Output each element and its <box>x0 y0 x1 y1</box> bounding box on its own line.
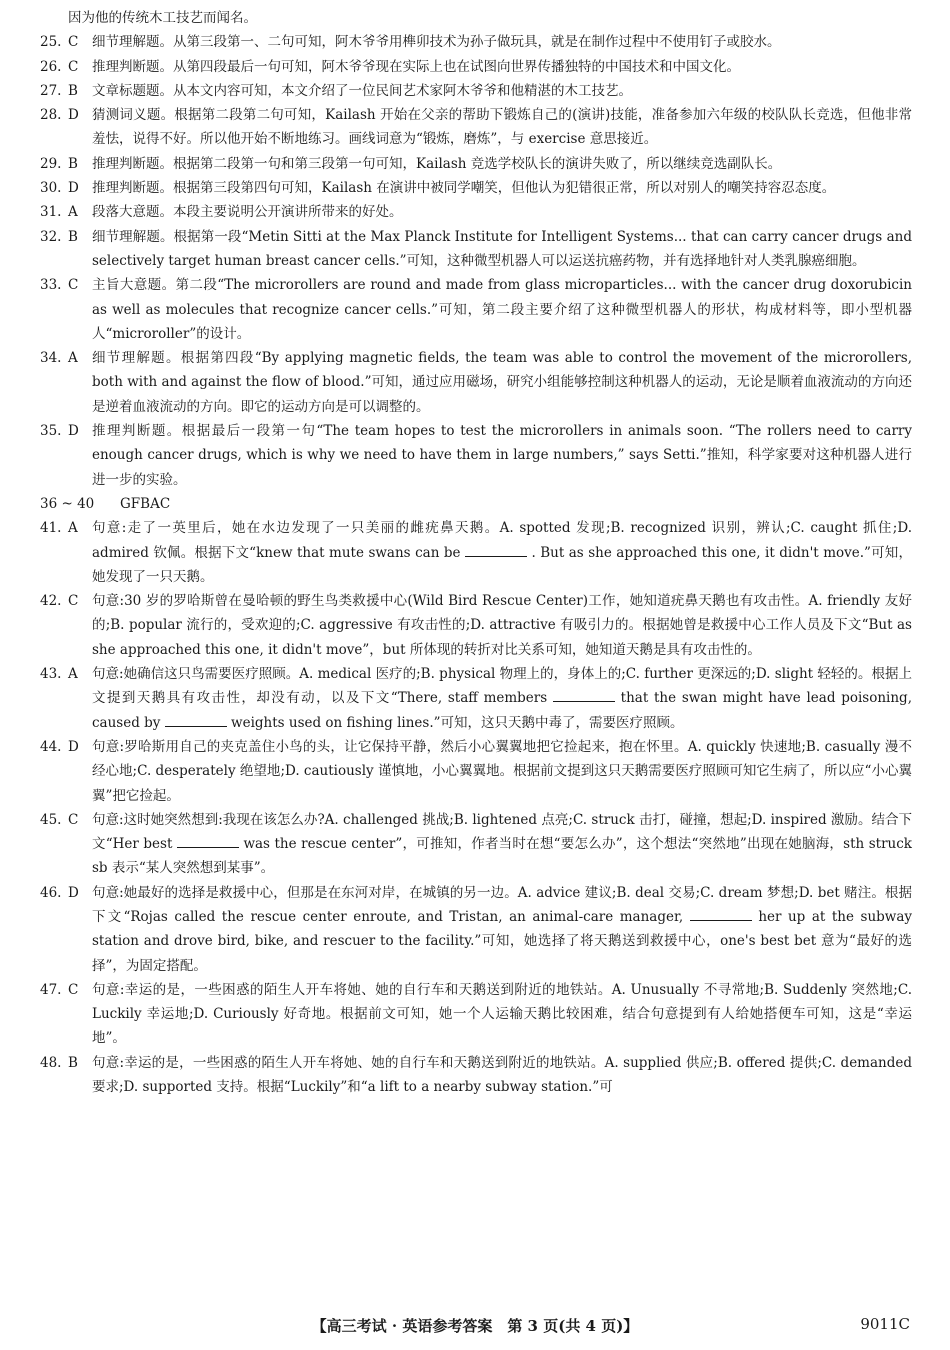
answer-letter: C <box>68 58 79 75</box>
answer-item <box>40 589 912 662</box>
explanation-segment: was the rescue center”，可推知，作者当时在想“要怎么办”，这个想法“突然地”出现在她脑海，sth struck sb 表示“某人突然想到某事”。 <box>92 836 912 877</box>
explanation-text: 细节理解题。从第三段第一、二句可知，阿木爷爷用榫卯技术为孙子做玩具，就是在制作过程中不使用钉子或胶水。 <box>92 34 781 51</box>
question-number: 43. <box>40 666 62 683</box>
explanation-text <box>92 881 912 978</box>
explanation-text: 句意:罗哈斯用自己的夹克盖住小鸟的头，让它保持平静，然后小心翼翼地把它捡起来，抱在怀里。A. quickly 快速地;B. casually 漫不经心地;C. desperately 绝望地;D. cautiously 谨慎地，小心翼翼地。根据前文提到这只天鹅需要医疗照顾可知它生病了，所以应“小心翼翼”把它捡起。 <box>92 738 912 804</box>
explanation-text: 句意:30 岁的罗哈斯曾在曼哈顿的野生鸟类救援中心(Wild Bird Rescue Center)工作，她知道疣鼻天鹅也有攻击性。A. friendly 友好的;B. popular 流行的，受欢迎的;C. aggressive 有攻击性的;D. attractive 有吸引力的。根据她曾是救援中心工作人员及下文“But as she approached this one, it didn't move”，but 所体现的转折对比关系可知，她知道天鹅是具有攻击性的。 <box>92 593 912 658</box>
explanation-segment: her up at the subway station and drove bird, bike, and rescuer to the facility.”可知，她选择了将天鹅送到救援中心，one's best bet 意为“最好的选择”，为固定搭配。 <box>92 908 913 974</box>
answer-item <box>40 225 912 274</box>
explanation-text: 段落大意题。本段主要说明公开演讲所带来的好处。 <box>92 204 403 221</box>
question-number: 31. <box>40 204 62 221</box>
answer-item <box>40 200 912 224</box>
explanation-segment: 句意:这时她突然想到:我现在该怎么办?A. challenged 挑战;B. lightened 点亮;C. struck 击打，碰撞，想起;D. inspired 激励。结合下文“Her best <box>92 811 912 853</box>
answer-item <box>40 978 912 1051</box>
answer-item <box>40 346 912 419</box>
answer-letter: D <box>68 180 79 197</box>
answer-page <box>40 6 912 1099</box>
page-footer <box>0 1311 950 1341</box>
explanation-text: 细节理解题。根据第四段“By applying magnetic fields, the team was able to control the movement of the microrollers, both with and against the flow of blood.”可知，通过应用磁场，研究小组能够控制这种机器人的运动，无论是顺着血液流动的方向还是逆着血液流动的方向。即它的运动方向是可以调整的。 <box>92 350 912 415</box>
answer-letter: D <box>68 884 79 901</box>
answer-item <box>40 176 912 200</box>
explanation-text: 句意:幸运的是，一些困惑的陌生人开车将她、她的自行车和天鹅送到附近的地铁站。A. supplied 供应;B. offered 提供;C. demanded 要求;D. supported 支持。根据“Luckily”和“a lift to a nearby subway station.”可 <box>92 1054 912 1096</box>
explanation-text: 推理判断题。根据第三段第四句可知，Kailash 在演讲中被同学嘲笑，但他认为犯错很正常，所以对别人的嘲笑持容忍态度。 <box>92 180 836 197</box>
answer-range: 36 ~ 40 <box>40 495 95 512</box>
answer-letter: C <box>68 593 79 610</box>
question-number: 46. <box>40 884 62 901</box>
explanation-segment: that the swan might have lead poisoning, caused by <box>92 690 912 731</box>
answer-letter: A <box>68 666 78 683</box>
answer-item <box>40 1051 912 1100</box>
question-number: 32. <box>40 228 62 245</box>
blank-line <box>165 712 227 727</box>
answer-item <box>40 55 912 79</box>
question-number: 25. <box>40 34 62 51</box>
explanation-text: 推理判断题。从第四段最后一句可知，阿木爷爷现在实际上也在试图向世界传播独特的中国技术和中国文化。 <box>92 58 740 75</box>
question-number: 30. <box>40 180 62 197</box>
answer-item <box>40 516 912 589</box>
explanation-segment: weights used on fishing lines.”可知，这只天鹅中毒了，需要医疗照顾。 <box>231 714 684 731</box>
answer-letter: C <box>68 981 79 998</box>
blank-line <box>553 687 615 702</box>
explanation-segment: 句意:她确信这只鸟需要医疗照顾。A. medical 医疗的;B. physical 物理上的，身体上的;C. further 更深远的;D. slight 轻轻的。根据上文提到天鹅具有攻击性，却没有动，以及下文“There, staff members <box>92 666 912 707</box>
answer-item <box>40 79 912 103</box>
explanation-text: 推理判断题。根据最后一段第一句“The team hopes to test the microrollers in animals soon. “The rollers need to carry enough cancer drugs, which is why we need to have them in large numbers,” says Setti.”推知，科学家要对这种机器人进行进一步的实验。 <box>92 423 912 488</box>
answer-letter: D <box>68 107 79 124</box>
blank-line <box>690 906 752 921</box>
question-number: 28. <box>40 107 62 124</box>
answer-item <box>40 662 912 735</box>
answer-item <box>40 30 912 54</box>
answer-letter: A <box>68 350 78 367</box>
footer-title: 【高三考试 · 英语参考答案 第 3 页(共 4 页)】 <box>311 1317 639 1335</box>
answer-item <box>40 808 912 881</box>
answer-letter: C <box>68 34 79 51</box>
question-number: 45. <box>40 811 62 828</box>
question-number: 34. <box>40 350 62 367</box>
answer-letter: D <box>68 738 79 755</box>
explanation-text <box>92 808 912 881</box>
explanation-text: 猜测词义题。根据第二段第二句可知，Kailash 开始在父亲的帮助下锻炼自己的(演讲)技能，准备参加六年级的校队队长竞选，但他非常羞怯，说得不好。所以他开始不断地练习。画线词意为“锻炼，磨炼”，与 exercise 意思接近。 <box>92 107 912 148</box>
answer-letter: B <box>68 228 78 245</box>
explanation-segment: 句意:她最好的选择是救援中心，但那是在东河对岸，在城镇的另一边。A. advice 建议;B. deal 交易;C. dream 梦想;D. bet 赌注。根据下文“Rojas called the rescue center enroute, and Tristan, an animal-care manager, <box>92 884 912 925</box>
question-number: 26. <box>40 58 62 75</box>
explanation-text: 细节理解题。根据第一段“Metin Sitti at the Max Planck Institute for Intelligent Systems... that can carry cancer drugs and selectively target human breast cancer cells.”可知，这种微型机器人可以运送抗癌药物，并有选择地针对人类乳腺癌细胞。 <box>92 228 912 269</box>
explanation-text: 文章标题题。从本文内容可知，本文介绍了一位民间艺术家阿木爷爷和他精湛的木工技艺。 <box>92 82 632 99</box>
explanation-text <box>92 662 912 735</box>
answer-letters: GFBAC <box>120 495 171 512</box>
answer-item <box>40 103 912 152</box>
question-number: 29. <box>40 155 62 172</box>
question-number: 33. <box>40 277 62 294</box>
intro-line: 因为他的传统木工技艺而闻名。 <box>68 10 257 26</box>
footer-code: 9011C <box>860 1315 910 1333</box>
explanation-segment: 句意:走了一英里后，她在水边发现了一只美丽的雌疣鼻天鹅。A. spotted 发现;B. recognized 识别，辨认;C. caught 抓住;D. admired 钦佩。根据下文“knew that mute swans can be <box>92 520 912 561</box>
answer-item <box>40 881 912 978</box>
question-number: 47. <box>40 981 62 998</box>
answer-item <box>40 735 912 808</box>
explanation-text: 主旨大意题。第二段“The microrollers are round and made from glass microparticles... with the cancer drug doxorubicin as well as molecules that recognize cancer cells.”可知，第二段主要介绍了这种微型机器人的形状，构成材料等，即小型机器人“microroller”的设计。 <box>92 277 912 342</box>
answer-item <box>40 273 912 346</box>
answer-item-36-40 <box>40 492 912 516</box>
blank-line <box>177 833 239 848</box>
answer-item <box>40 419 912 492</box>
answer-letter: B <box>68 82 78 99</box>
explanation-text: 句意:幸运的是，一些困惑的陌生人开车将她、她的自行车和天鹅送到附近的地铁站。A. Unusually 不寻常地;B. Suddenly 突然地;C. Luckily 幸运地;D. Curiously 好奇地。根据前文可知，她一个人运输天鹅比较困难，结合句意提到有人给她搭便车可知，这是“幸运地”。 <box>92 981 912 1047</box>
question-number: 41. <box>40 520 62 537</box>
answer-letter: A <box>68 204 78 221</box>
explanation-text: 推理判断题。根据第二段第一句和第三段第一句可知，Kailash 竞选学校队长的演讲失败了，所以继续竞选副队长。 <box>92 155 782 172</box>
answer-list-cloze <box>40 516 912 1099</box>
answer-letter: C <box>68 811 79 828</box>
question-number: 44. <box>40 738 62 755</box>
answer-letter: B <box>68 1054 78 1071</box>
question-number: 42. <box>40 593 62 610</box>
answer-letter: C <box>68 277 79 294</box>
answer-letter: D <box>68 423 79 440</box>
question-number: 27. <box>40 82 62 99</box>
explanation-text <box>92 516 912 589</box>
question-number: 48. <box>40 1054 62 1071</box>
answer-letter: A <box>68 520 78 537</box>
answer-list-reading <box>40 30 912 492</box>
blank-line <box>465 542 527 557</box>
question-number: 35. <box>40 423 62 440</box>
answer-letter: B <box>68 155 78 172</box>
answer-item <box>40 152 912 176</box>
explanation-segment: . But as she approached this one, it didn't move.”可知，她发现了一只天鹅。 <box>92 544 912 585</box>
